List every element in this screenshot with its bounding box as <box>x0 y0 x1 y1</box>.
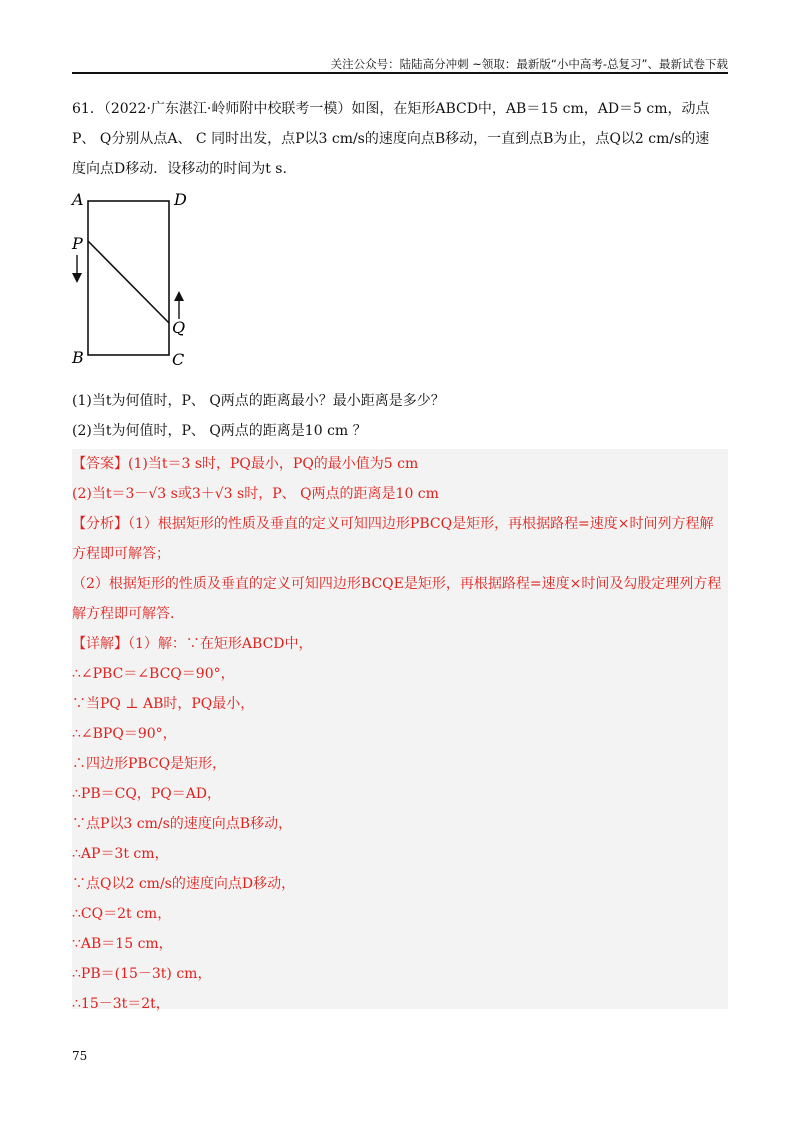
detail-line: ∵当PQ ⊥ AB时，PQ最小， <box>72 696 255 712</box>
analysis-line: 解方程即可解答． <box>72 606 184 622</box>
detail-line: ∴四边形PBCQ是矩形， <box>72 756 227 772</box>
arrowhead-down-icon <box>72 273 82 283</box>
label-a: A <box>72 190 84 209</box>
segment-pq <box>88 241 169 323</box>
problem-line: P、 Q分别从点A、 C 同时出发，点P以3 cm/s的速度向点B移动，一直到点B为止，点Q以2 cm/s的速 <box>72 131 710 147</box>
detail-line: ∴CQ＝2t cm， <box>72 906 172 922</box>
detail-line: ∴PB＝(15－3t) cm， <box>72 966 212 982</box>
page-number: 75 <box>72 1049 88 1063</box>
detail-line: ∴15－3t＝2t， <box>72 996 170 1012</box>
answer-line: 【答案】(1)当t＝3 s时，PQ最小，PQ的最小值为5 cm <box>72 456 419 472</box>
detail-line: ∴PB＝CQ，PQ＝AD， <box>72 786 222 802</box>
detail-line: 【详解】（1）解：∵在矩形ABCD中， <box>72 636 313 652</box>
answer-section <box>72 449 722 1019</box>
answer-line: (2)当t＝3－√3 s或3＋√3 s时，P、 Q两点的距离是10 cm <box>72 486 439 502</box>
question-list <box>72 386 728 446</box>
rectangle-abcd <box>88 201 169 355</box>
label-c: C <box>172 350 185 369</box>
label-b: B <box>72 348 84 367</box>
detail-line: ∴AP＝3t cm， <box>72 846 169 862</box>
analysis-line: 方程即可解答； <box>72 546 170 562</box>
question-item: (2)当t为何值时，P、 Q两点的距离是10 cm ？ <box>72 423 367 439</box>
label-p: P <box>72 234 83 253</box>
problem-statement <box>72 94 728 184</box>
problem-line: 61．（2022·广东湛江·岭师附中校联考一模）如图，在矩形ABCD中，AB＝15 cm，AD＝5 cm，动点 <box>72 101 710 117</box>
detail-line: ∴∠BPQ＝90°， <box>72 726 177 742</box>
arrowhead-up-icon <box>174 291 184 301</box>
analysis-line: （2）根据矩形的性质及垂直的定义可知四边形BCQE是矩形，再根据路程=速度×时间及勾股定理列方程 <box>72 576 722 592</box>
header-rule <box>72 72 728 74</box>
question-item: (1)当t为何值时，P、 Q两点的距离最小？最小距离是多少？ <box>72 393 445 409</box>
detail-line: ∵点P以3 cm/s的速度向点B移动， <box>72 816 293 832</box>
label-d: D <box>174 190 187 209</box>
analysis-line: 【分析】（1）根据矩形的性质及垂直的定义可知四边形PBCQ是矩形，再根据路程=速度×时间列方程解 <box>72 516 714 532</box>
detail-line: ∵点Q以2 cm/s的速度向点D移动， <box>72 876 296 892</box>
label-q: Q <box>172 318 186 337</box>
problem-line: 度向点D移动．设移动的时间为t s. <box>72 161 287 177</box>
rectangle-figure <box>66 185 196 370</box>
page-header: 关注公众号：陆陆高分冲刺 ~领取：最新版“小中高考-总复习”、最新试卷下载 <box>330 57 728 71</box>
detail-line: ∵AB＝15 cm， <box>72 936 173 952</box>
detail-line: ∴∠PBC＝∠BCQ＝90°， <box>72 666 235 682</box>
